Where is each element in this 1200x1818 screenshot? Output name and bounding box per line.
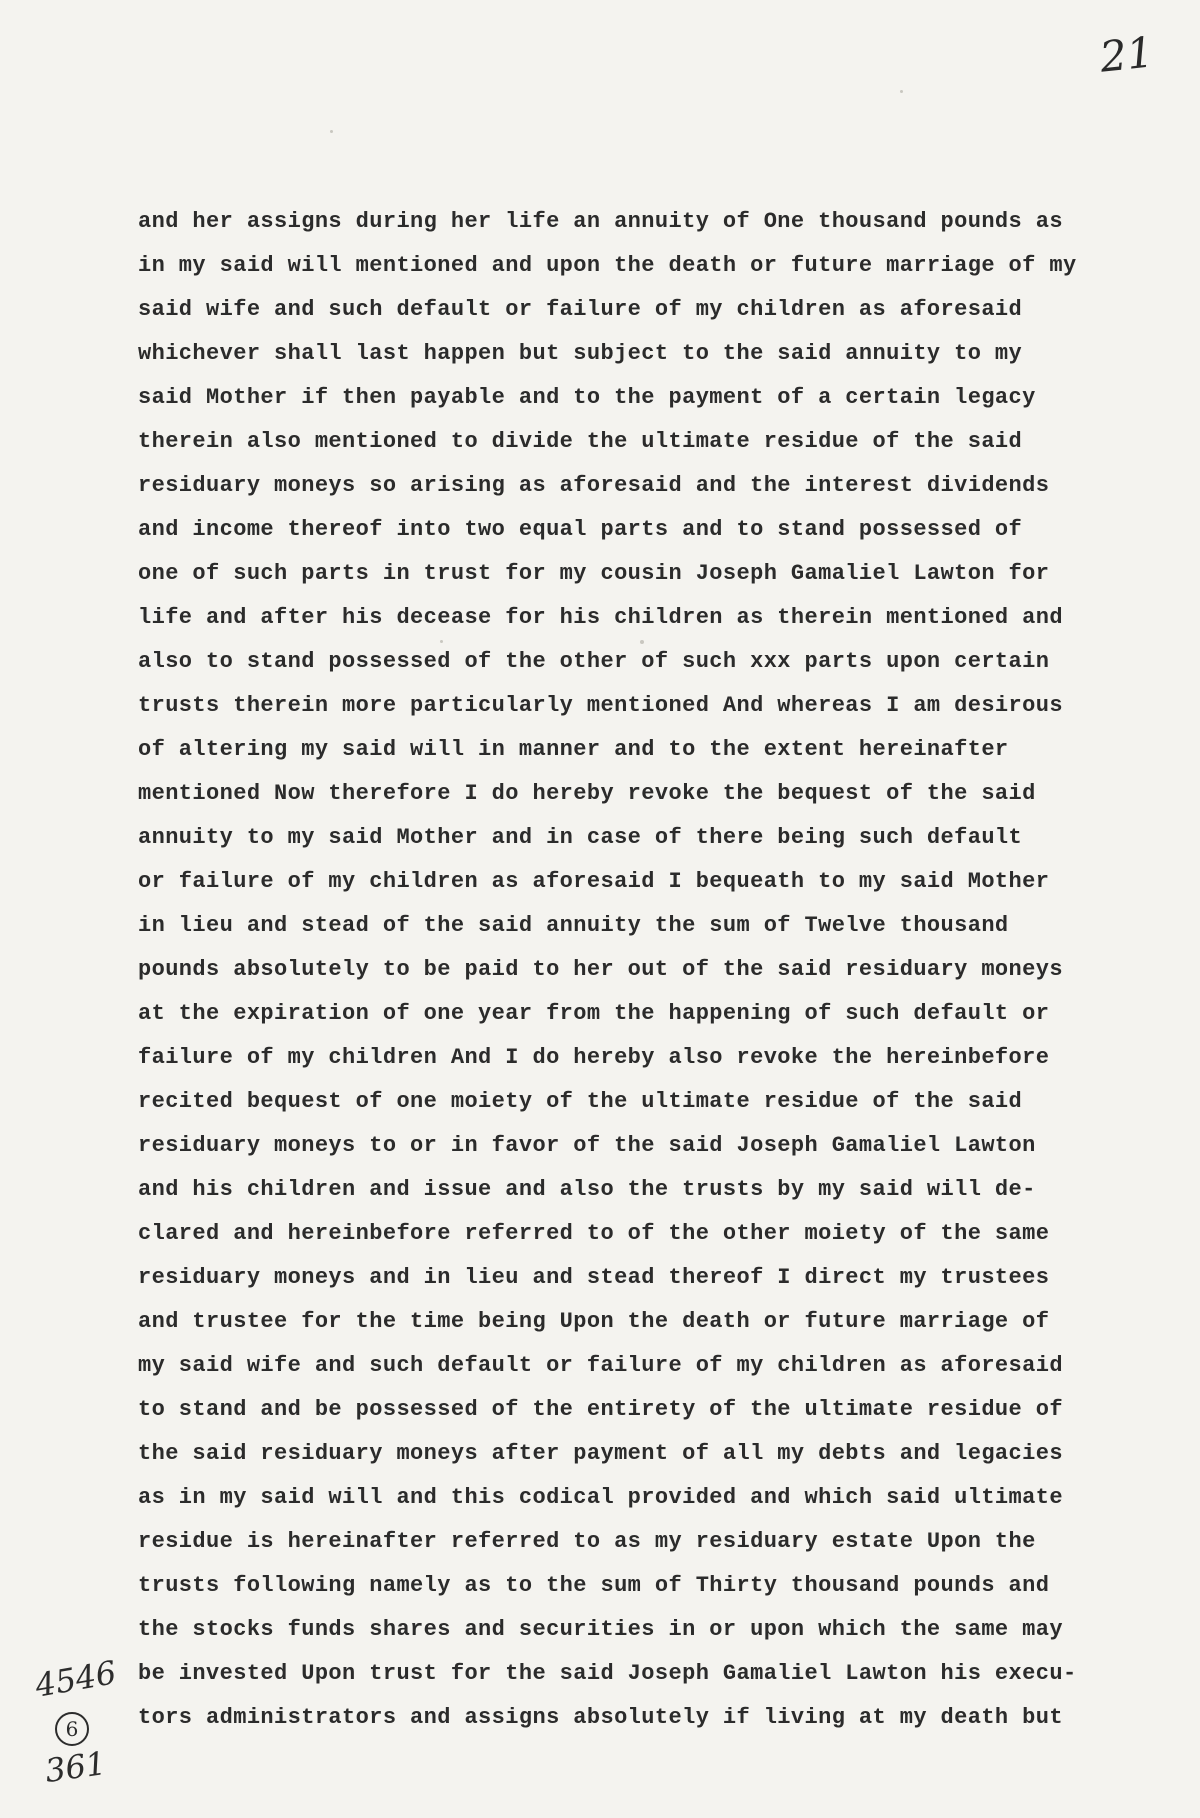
paper-speckle: [640, 640, 644, 644]
text-line: said Mother if then payable and to the payment of a certain legacy: [138, 385, 1036, 410]
page-number: 21: [1097, 27, 1156, 82]
text-line: residuary moneys and in lieu and stead thereof I direct my trustees: [138, 1265, 1050, 1290]
margin-note-line: 4546: [32, 1653, 120, 1705]
text-line: pounds absolutely to be paid to her out of the said residuary moneys: [138, 957, 1063, 982]
margin-note-line: 361: [42, 1743, 109, 1791]
text-line: as in my said will and this codical provided and which said ultimate: [138, 1485, 1063, 1510]
margin-note: [25, 1653, 135, 1810]
text-line: tors administrators and assigns absolutely if living at my death but: [138, 1705, 1063, 1730]
text-line: mentioned Now therefore I do hereby revoke the bequest of the said: [138, 781, 1036, 806]
text-line: recited bequest of one moiety of the ultimate residue of the said: [138, 1089, 1023, 1114]
text-line: trusts therein more particularly mentioned And whereas I am desirous: [138, 693, 1063, 718]
paper-speckle: [440, 640, 443, 643]
text-line: failure of my children And I do hereby also revoke the hereinbefore: [138, 1045, 1050, 1070]
text-line: be invested Upon trust for the said Joseph Gamaliel Lawton his execu-: [138, 1661, 1077, 1686]
text-line: and income thereof into two equal parts and to stand possessed of: [138, 517, 1023, 542]
text-line: said wife and such default or failure of my children as aforesaid: [138, 297, 1023, 322]
text-line: and her assigns during her life an annuity of One thousand pounds as: [138, 209, 1063, 234]
text-line: clared and hereinbefore referred to of the other moiety of the same: [138, 1221, 1050, 1246]
text-line: in my said will mentioned and upon the death or future marriage of my: [138, 253, 1077, 278]
text-line: one of such parts in trust for my cousin Joseph Gamaliel Lawton for: [138, 561, 1050, 586]
text-line: whichever shall last happen but subject to the said annuity to my: [138, 341, 1023, 366]
text-line: residuary moneys so arising as aforesaid and the interest dividends: [138, 473, 1050, 498]
paper-speckle: [900, 90, 903, 93]
text-line: life and after his decease for his children as therein mentioned and: [138, 605, 1063, 630]
text-line: the said residuary moneys after payment of all my debts and legacies: [138, 1441, 1063, 1466]
paper-speckle: [330, 130, 333, 133]
text-line: at the expiration of one year from the happening of such default or: [138, 1001, 1050, 1026]
text-line: of altering my said will in manner and to the extent hereinafter: [138, 737, 1009, 762]
text-line: the stocks funds shares and securities in or upon which the same may: [138, 1617, 1063, 1642]
margin-note-circled-number: 6: [55, 1712, 89, 1746]
text-line: therein also mentioned to divide the ultimate residue of the said: [138, 429, 1023, 454]
text-line: residuary moneys to or in favor of the said Joseph Gamaliel Lawton: [138, 1133, 1036, 1158]
text-line: to stand and be possessed of the entirety of the ultimate residue of: [138, 1397, 1063, 1422]
text-line: my said wife and such default or failure of my children as aforesaid: [138, 1353, 1063, 1378]
text-line: trusts following namely as to the sum of Thirty thousand pounds and: [138, 1573, 1050, 1598]
text-line: also to stand possessed of the other of such xxx parts upon certain: [138, 649, 1050, 674]
text-line: annuity to my said Mother and in case of there being such default: [138, 825, 1023, 850]
text-line: in lieu and stead of the said annuity the sum of Twelve thousand: [138, 913, 1009, 938]
document-body: [138, 200, 1148, 1740]
text-line: and his children and issue and also the trusts by my said will de-: [138, 1177, 1036, 1202]
text-line: or failure of my children as aforesaid I bequeath to my said Mother: [138, 869, 1050, 894]
text-line: residue is hereinafter referred to as my residuary estate Upon the: [138, 1529, 1036, 1554]
text-line: and trustee for the time being Upon the death or future marriage of: [138, 1309, 1050, 1334]
